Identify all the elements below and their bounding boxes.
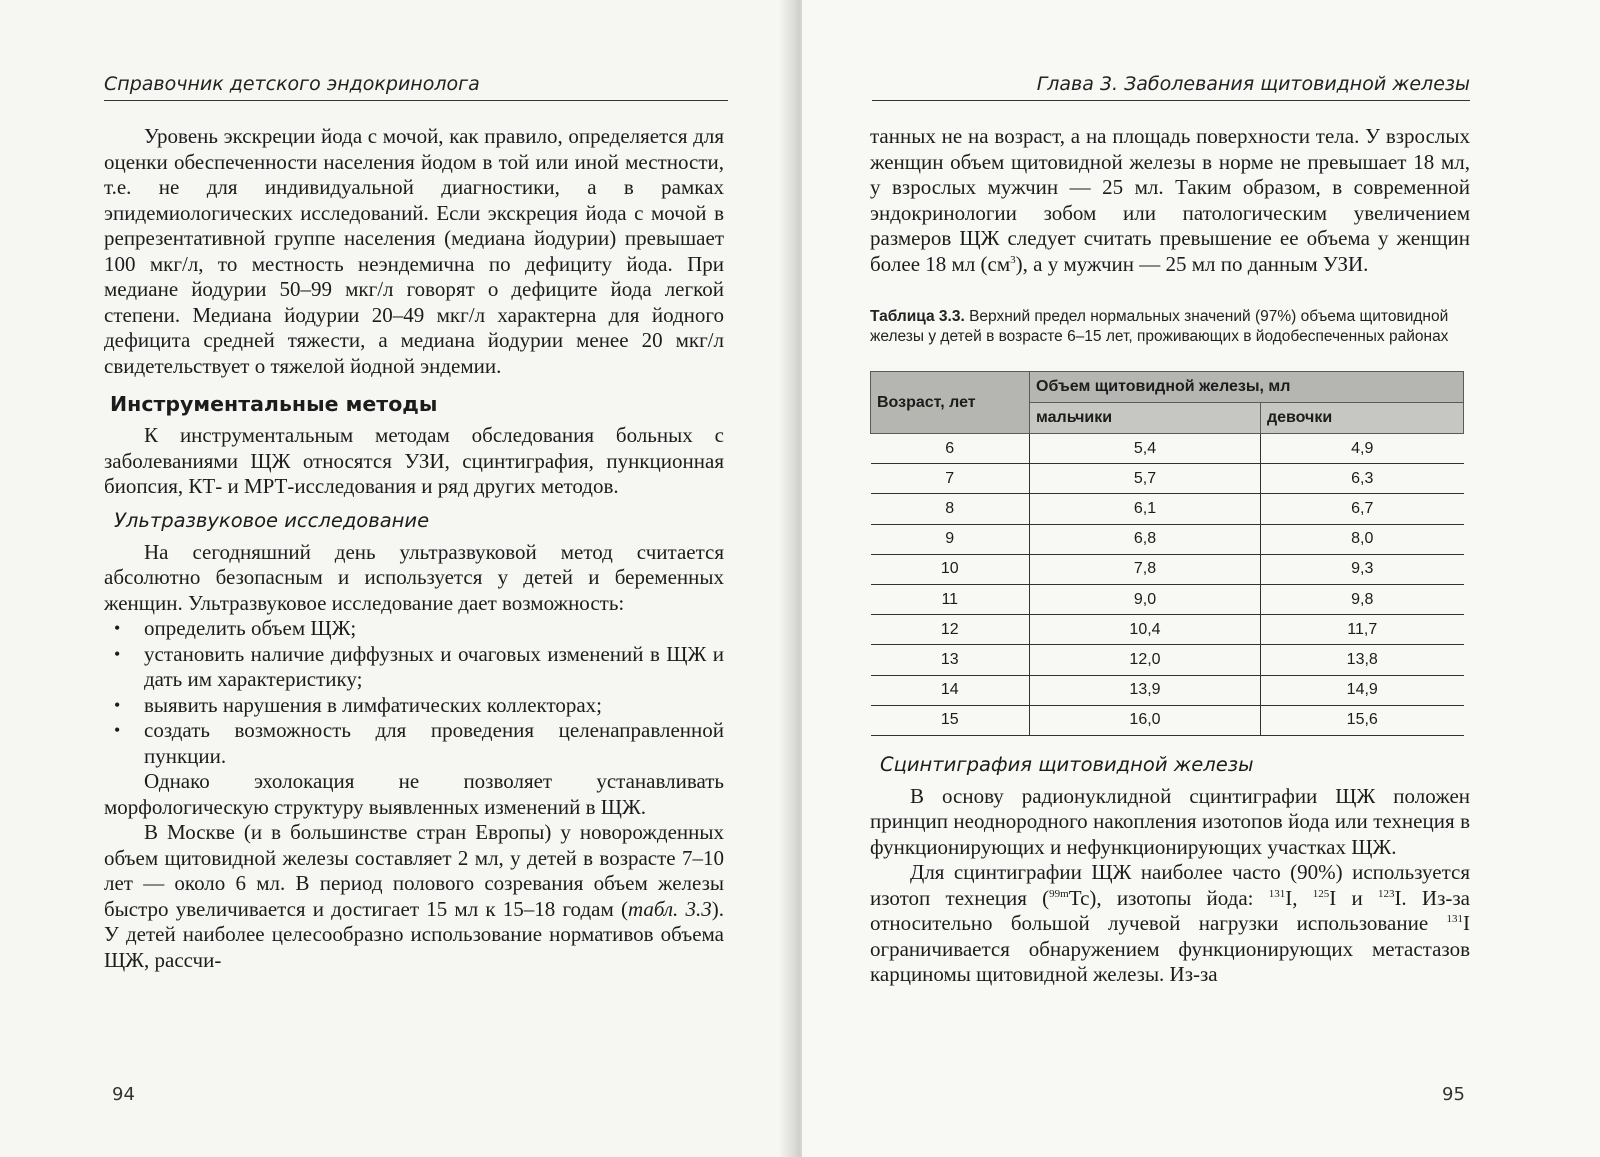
table-cell-girls: 6,7	[1261, 494, 1464, 524]
bullet-icon: •	[114, 643, 121, 664]
bullet-icon: •	[114, 720, 121, 740]
subsection-heading: Ультразвуковое исследование	[114, 508, 430, 532]
paragraph: К инструментальным методам обследования больных с заболеваниями ЩЖ относятся УЗИ, сцинтиграфия, пункционная биопсия, КТ- и МРТ-исследования и ряд других методов.	[104, 423, 724, 498]
table-row	[871, 464, 1464, 494]
table-cell-age: 10	[871, 554, 1030, 584]
column-header-age: Возраст, лет	[871, 372, 1030, 434]
table-cell-girls: 9,8	[1261, 584, 1464, 614]
page-number: 94	[112, 1084, 135, 1105]
table-row	[871, 434, 1464, 464]
paragraph: Однако эхолокация не позволяет устанавливать морфологическую структуру выявленных изменений в ЩЖ.	[104, 769, 724, 819]
table-row	[871, 675, 1464, 705]
running-header: Глава 3. Заболевания щитовидной железы	[872, 68, 1470, 101]
table-reference: табл. 3.3	[627, 896, 712, 921]
section-heading: Инструментальные методы	[110, 392, 438, 416]
table-cell-girls: 15,6	[1261, 705, 1464, 735]
table-cell-boys: 10,4	[1030, 615, 1261, 645]
table-cell-age: 14	[871, 675, 1030, 705]
list-item: • установить наличие диффузных и очаговых изменений в ЩЖ и дать им характеристику;	[114, 641, 724, 691]
table-body	[871, 434, 1464, 736]
table-cell-boys: 9,0	[1030, 584, 1261, 614]
table-row	[871, 524, 1464, 554]
list-item: • выявить нарушения в лимфатических коллекторах;	[114, 692, 603, 717]
table-cell-boys: 12,0	[1030, 645, 1261, 675]
list-item: • определить объем ЩЖ;	[114, 616, 357, 640]
paragraph: На сегодняшний день ультразвуковой метод считается абсолютно безопасным и используется у детей и беременных женщин. Ультразвуковое исследование дает возможность:	[104, 539, 724, 615]
left-text-column	[104, 124, 724, 973]
table-cell-age: 12	[871, 615, 1030, 645]
right-page	[802, 0, 1600, 1157]
table-row	[871, 554, 1464, 584]
column-header-boys: мальчики	[1030, 403, 1261, 434]
table-row	[871, 705, 1464, 735]
paragraph: Для сцинтиграфии ЩЖ наиболее часто (90%) используется изотоп технеция ($^{99m}$Tc), изотопы йода: $^{131}$I, $^{125}$I и $^{123}$I. Из-за относительно большой лучевой нагрузки использование $^{131}$I ограничивается обнаружением функционирующих метастазов карциномы щитовидной железы. Из-за	[870, 860, 1470, 987]
bullet-icon: •	[114, 694, 121, 715]
table-cell-age: 15	[871, 705, 1030, 735]
table-cell-girls: 13,8	[1261, 645, 1464, 675]
list-item: • создать возможность для проведения целенаправленной пункции.	[114, 718, 724, 768]
column-header-girls: девочки	[1261, 403, 1464, 434]
subsection-heading: Сцинтиграфия щитовидной железы	[880, 752, 1254, 776]
column-header-volume: Объем щитовидной железы, мл	[1030, 372, 1464, 403]
table-cell-age: 6	[871, 434, 1030, 464]
running-header: Справочник детского эндокринолога	[104, 68, 728, 101]
paragraph: танных не на возраст, а на площадь поверхности тела. У взрослых женщин объем щитовидной железы в норме не превышает 18 мл, у взрослых мужчин — 25 мл. Таким образом, в современной эндокринологии зобом или патологическим увеличением размеров ЩЖ следует считать превышение ее объема у женщин более 18 мл $(см^3)$, а у мужчин — 25 мл по данным УЗИ.	[870, 124, 1470, 276]
table-row	[871, 615, 1464, 645]
table-row	[871, 584, 1464, 614]
page-number: 95	[1442, 1084, 1465, 1105]
table-cell-girls: 4,9	[1261, 434, 1464, 464]
table-cell-girls: 9,3	[1261, 554, 1464, 584]
bullet-list	[104, 616, 724, 769]
table-cell-age: 13	[871, 645, 1030, 675]
paragraph: В Москве (и в большинстве стран Европы) у новорожденных объем щитовидной железы составляет 2 мл, у детей в возрасте 7–10 лет — около 6 мл. В период полового созревания объем железы быстро увеличивается и достигает 15 мл к 15–18 годам (табл. 3.3). У детей наиболее целесообразно использование нормативов объема ЩЖ, рассчи-	[104, 820, 724, 972]
table-cell-age: 7	[871, 464, 1030, 494]
thyroid-volume-table	[870, 371, 1464, 736]
table-cell-age: 11	[871, 584, 1030, 614]
table-cell-boys: 5,4	[1030, 434, 1261, 464]
left-page	[0, 0, 792, 1157]
bullet-icon: •	[114, 618, 121, 638]
table-cell-girls: 11,7	[1261, 615, 1464, 645]
paragraph: В основу радионуклидной сцинтиграфии ЩЖ положен принцип неоднородного накопления изотопов йода или технеция в функционирующих и нефункционирующих участках ЩЖ.	[870, 783, 1470, 859]
right-text-column	[870, 124, 1470, 988]
table-cell-boys: 16,0	[1030, 705, 1261, 735]
table-cell-boys: 5,7	[1030, 464, 1261, 494]
paragraph: Уровень экскреции йода с мочой, как правило, определяется для оценки обеспеченности населения йодом в той или иной местности, т.е. не для индивидуальной диагностики, а в рамках эпидемиологических исследований. Если экскреция йода с мочой в репрезентативной группе населения (медиана йодурии) превышает 100 мкг/л, то местность неэндемична по дефициту йода. При медиане йодурии 50–99 мкг/л говорят о дефиците йода легкой степени. Медиана йодурии 20–49 мкг/л характерна для йодного дефицита средней тяжести, а медиана йодурии менее 20 мкг/л свидетельствует о тяжелой йодной эндемии.	[104, 124, 724, 378]
table-row	[871, 645, 1464, 675]
table-cell-boys: 6,1	[1030, 494, 1261, 524]
table-cell-boys: 6,8	[1030, 524, 1261, 554]
table-row	[871, 494, 1464, 524]
table-cell-girls: 8,0	[1261, 524, 1464, 554]
table-cell-boys: 13,9	[1030, 675, 1261, 705]
table-cell-age: 9	[871, 524, 1030, 554]
table-cell-boys: 7,8	[1030, 554, 1261, 584]
table-cell-girls: 14,9	[1261, 675, 1464, 705]
table-cell-age: 8	[871, 494, 1030, 524]
table-caption: Таблица 3.3. Верхний предел нормальных значений (97%) объема щитовидной железы у детей в возрасте 6–15 лет, проживающих в йодобеспеченных районах	[870, 308, 1449, 345]
table-cell-girls: 6,3	[1261, 464, 1464, 494]
